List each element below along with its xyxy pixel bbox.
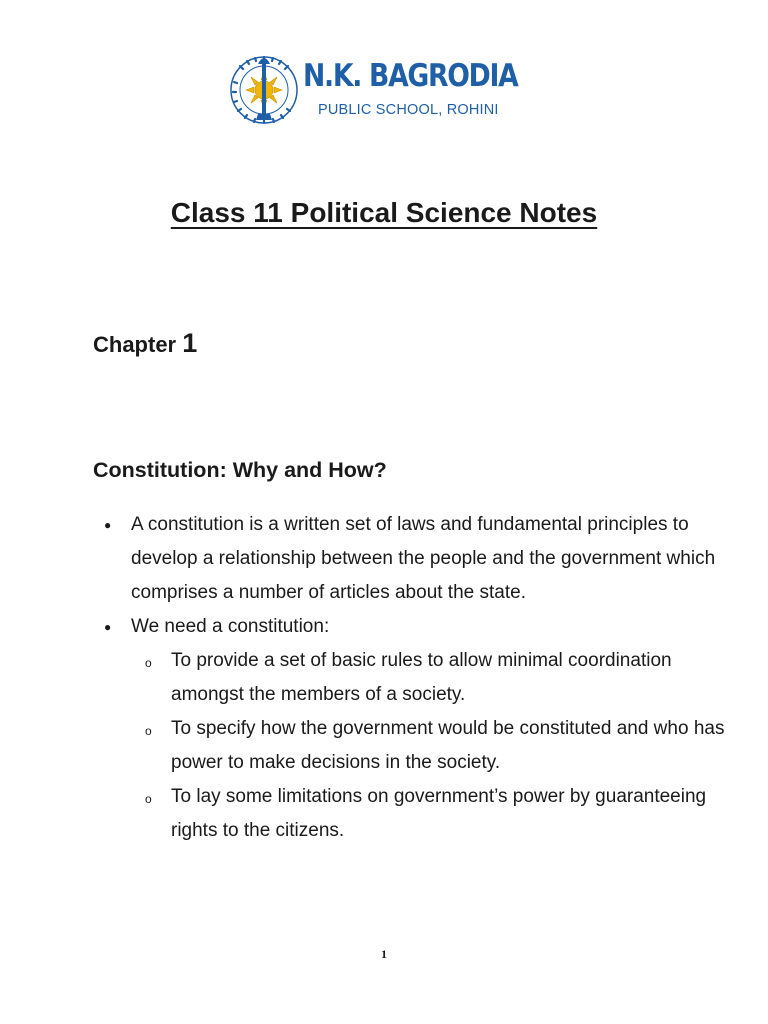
sub-bullet-marker: o	[145, 656, 152, 670]
school-header	[228, 40, 548, 140]
school-crest-icon	[228, 42, 308, 134]
chapter-label: Chapter	[93, 332, 177, 357]
list-item-text: We need a constitution:	[131, 616, 330, 637]
sub-list-item-text: To provide a set of basic rules to allow minimal coordination amongst the members of a society.	[171, 650, 672, 705]
list-item	[93, 610, 733, 848]
sub-list	[131, 644, 733, 848]
list-item	[93, 508, 733, 610]
bullet-marker: ●	[104, 620, 112, 634]
page-title-text: Class 11 Political Science Notes	[170, 197, 598, 228]
list-item-text: A constitution is a written set of laws and fundamental principles to develop a relationship between the people and the government which comprises a number of articles about the state.	[131, 514, 716, 603]
bullet-list	[93, 508, 733, 848]
sub-bullet-marker: o	[145, 724, 152, 738]
page-title	[0, 193, 768, 233]
sub-bullet-marker: o	[145, 792, 152, 806]
bullet-marker: ●	[104, 518, 112, 532]
school-name: N.K. BAGRODIA	[303, 58, 518, 94]
sub-list-item	[131, 644, 733, 712]
section-heading: Constitution: Why and How?	[93, 458, 387, 482]
sub-list-item-text: To lay some limitations on government’s power by guaranteeing rights to the citizens.	[171, 786, 707, 841]
page-number: 1	[381, 947, 387, 961]
sub-list-item-text: To specify how the government would be constituted and who has power to make decisions in the society.	[171, 718, 725, 773]
chapter-heading	[93, 326, 197, 362]
school-subtitle: PUBLIC SCHOOL, ROHINI	[318, 102, 499, 118]
sub-list-item	[131, 780, 733, 848]
sub-list-item	[131, 712, 733, 780]
chapter-number: 1	[182, 328, 198, 358]
